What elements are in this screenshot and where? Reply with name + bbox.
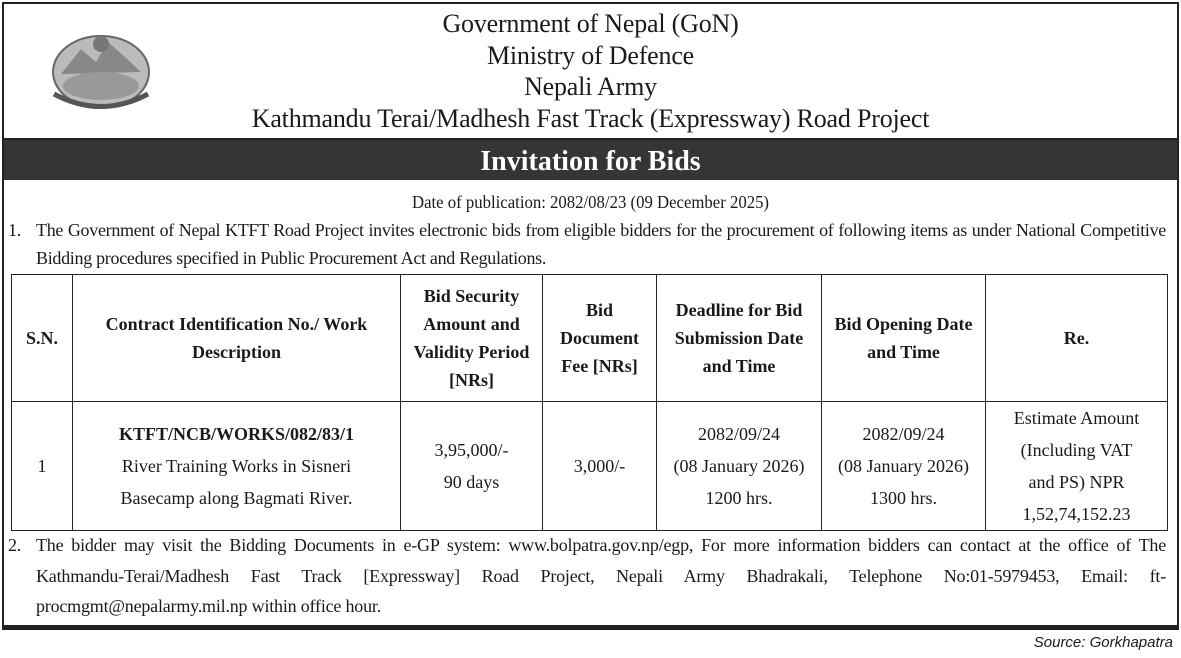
notice-header — [4, 4, 1177, 138]
column-header-bid-security: Bid Security Amount and Validity Period [NRs] — [401, 275, 543, 402]
validity-period: 90 days — [443, 472, 500, 492]
cell-deadline — [657, 402, 822, 531]
bid-security-amount: 3,95,000/- — [434, 440, 509, 460]
cell-remarks: Estimate Amount (Including VAT and PS) NPR 1,52,74,152.23 — [986, 402, 1168, 531]
paragraph-text: The Government of Nepal KTFT Road Project invites electronic bids from eligible bidders for the procurement of following items as under National Competitive Bidding procedures specified in Public Procurement Act and Regulations. — [36, 220, 1166, 268]
header-line-government: Government of Nepal (GoN) — [442, 9, 739, 38]
deadline-date: 2082/09/24 — [697, 424, 780, 444]
cell-doc-fee: 3,000/- — [543, 402, 657, 531]
cell-opening — [822, 402, 986, 531]
header-line-project: Kathmandu Terai/Madhesh Fast Track (Expressway) Road Project — [251, 103, 930, 133]
opening-date-en: (08 January 2026) — [838, 456, 969, 476]
table-header-row — [12, 275, 1168, 402]
source-credit: Source: Gorkhapatra — [1033, 634, 1173, 651]
bids-table — [11, 274, 1168, 531]
cell-sn: 1 — [12, 402, 73, 531]
paragraph-number: 1. — [8, 220, 21, 240]
column-header-remarks: Re. — [986, 275, 1168, 402]
work-description: River Training Works in Sisneri Basecamp along Bagmati River. — [120, 456, 353, 508]
table-row — [12, 402, 1168, 531]
paragraph-text: The bidder may visit the Bidding Documents in e-GP system: www.bolpatra.gov.np/egp, For more information bidders can contact at the office of The Kathmandu-Terai/Madhesh Fast Track [Expressway] Road Project, Nepali Army Bhadrakali, Telephone No:01-5979453, Email: ft-procmgmt@nepalarmy.mil.np within office hour. — [36, 535, 1166, 616]
deadline-time: 1200 hrs. — [705, 488, 773, 508]
opening-date: 2082/09/24 — [862, 424, 945, 444]
contract-id: KTFT/NCB/WORKS/082/83/1 — [118, 424, 355, 444]
notice-title: Invitation for Bids — [4, 138, 1177, 180]
publication-date: Date of publication: 2082/08/23 (09 December 2025) — [411, 192, 770, 212]
paragraph-1 — [8, 217, 1166, 272]
opening-time: 1300 hrs. — [870, 488, 937, 508]
cell-contract — [73, 402, 401, 531]
column-header-doc-fee: Bid Document Fee [NRs] — [543, 275, 657, 402]
column-header-deadline: Deadline for Bid Submission Date and Time — [657, 275, 822, 402]
column-header-contract: Contract Identification No./ Work Description — [73, 275, 401, 402]
header-line-ministry: Ministry of Defence — [486, 40, 695, 70]
column-header-opening: Bid Opening Date and Time — [822, 275, 986, 402]
cell-bid-security — [401, 402, 543, 531]
paragraph-2 — [8, 530, 1166, 622]
paragraph-number: 2. — [8, 535, 22, 555]
deadline-date-en: (08 January 2026) — [673, 456, 805, 476]
header-line-army: Nepali Army — [524, 72, 657, 101]
column-header-sn: S.N. — [12, 275, 73, 402]
nepal-emblem-icon — [46, 24, 156, 114]
